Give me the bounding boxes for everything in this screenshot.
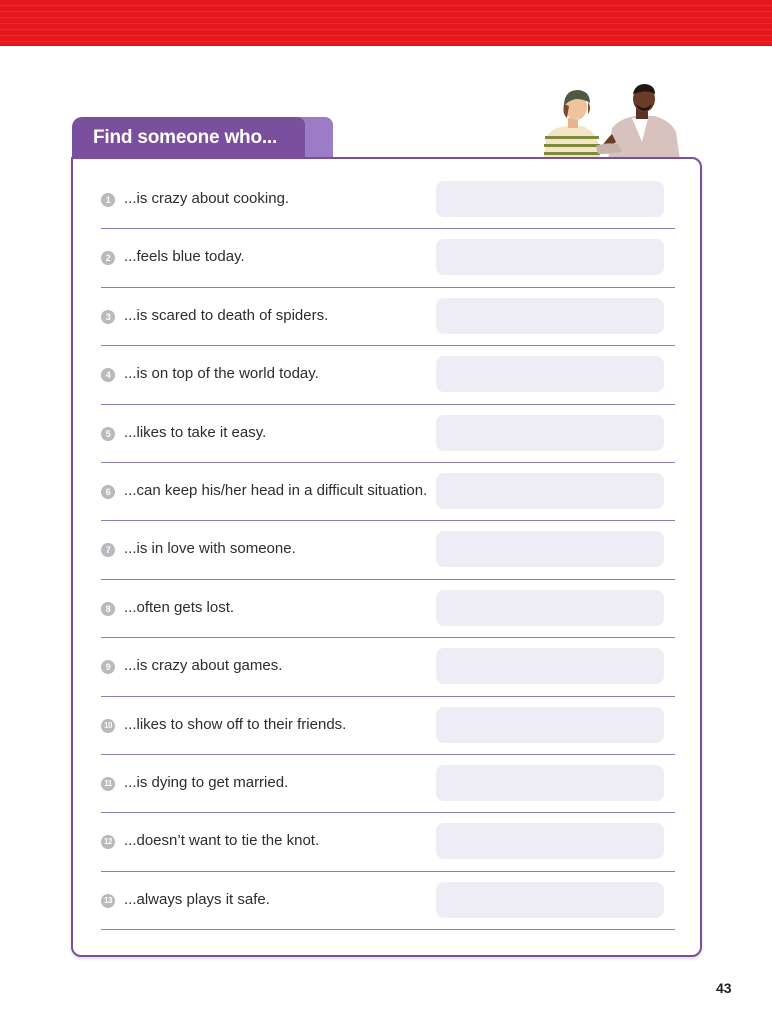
item-number-badge: 9 [101, 660, 115, 674]
item-number-badge: 13 [101, 894, 115, 908]
item-number-badge: 2 [101, 251, 115, 265]
answer-field[interactable] [436, 473, 664, 509]
list-item [101, 405, 675, 463]
item-number-badge: 1 [101, 193, 115, 207]
item-prompt: ...likes to show off to their friends. [124, 715, 347, 733]
item-prompt: ...often gets lost. [124, 598, 235, 616]
item-number-badge: 6 [101, 485, 115, 499]
item-list [101, 171, 675, 930]
worksheet-card [71, 157, 702, 957]
item-prompt: ...doesn’t want to tie the knot. [124, 832, 320, 850]
answer-field[interactable] [436, 239, 664, 275]
item-prompt: ...is in love with someone. [124, 540, 296, 558]
list-item [101, 638, 675, 696]
answer-field[interactable] [436, 590, 664, 626]
list-item [101, 755, 675, 813]
item-prompt: ...is on top of the world today. [124, 365, 319, 383]
list-item [101, 521, 675, 579]
answer-field[interactable] [436, 648, 664, 684]
item-prompt: ...is scared to death of spiders. [124, 306, 329, 324]
answer-field[interactable] [436, 415, 664, 451]
list-item [101, 580, 675, 638]
item-prompt: ...can keep his/her head in a difficult situation. [124, 481, 428, 499]
answer-field[interactable] [436, 181, 664, 217]
item-number-badge: 11 [101, 777, 115, 791]
item-number-badge: 5 [101, 427, 115, 441]
item-number-badge: 7 [101, 543, 115, 557]
item-number-badge: 8 [101, 602, 115, 616]
two-friends-illustration [536, 82, 686, 160]
answer-field[interactable] [436, 298, 664, 334]
list-item [101, 229, 675, 287]
list-item [101, 346, 675, 404]
list-item [101, 697, 675, 755]
answer-field[interactable] [436, 882, 664, 918]
worksheet-title: Find someone who... [93, 127, 278, 148]
list-item [101, 813, 675, 871]
item-prompt: ...is dying to get married. [124, 773, 289, 791]
item-number-badge: 3 [101, 310, 115, 324]
item-prompt: ...feels blue today. [124, 248, 245, 266]
answer-field[interactable] [436, 823, 664, 859]
item-prompt: ...is crazy about cooking. [124, 190, 290, 207]
item-number-badge: 4 [101, 368, 115, 382]
header-tab [72, 117, 305, 159]
top-color-band [0, 0, 772, 46]
answer-field[interactable] [436, 531, 664, 567]
answer-field[interactable] [436, 356, 664, 392]
item-number-badge: 12 [101, 835, 115, 849]
list-item [101, 171, 675, 229]
answer-field[interactable] [436, 765, 664, 801]
item-prompt: ...always plays it safe. [124, 890, 270, 908]
answer-field[interactable] [436, 707, 664, 743]
list-item [101, 288, 675, 346]
page-number: 43 [716, 980, 732, 996]
item-number-badge: 10 [101, 719, 115, 733]
item-prompt: ...is crazy about games. [124, 657, 283, 675]
list-item [101, 463, 675, 521]
item-prompt: ...likes to take it easy. [124, 423, 267, 441]
list-item [101, 872, 675, 930]
